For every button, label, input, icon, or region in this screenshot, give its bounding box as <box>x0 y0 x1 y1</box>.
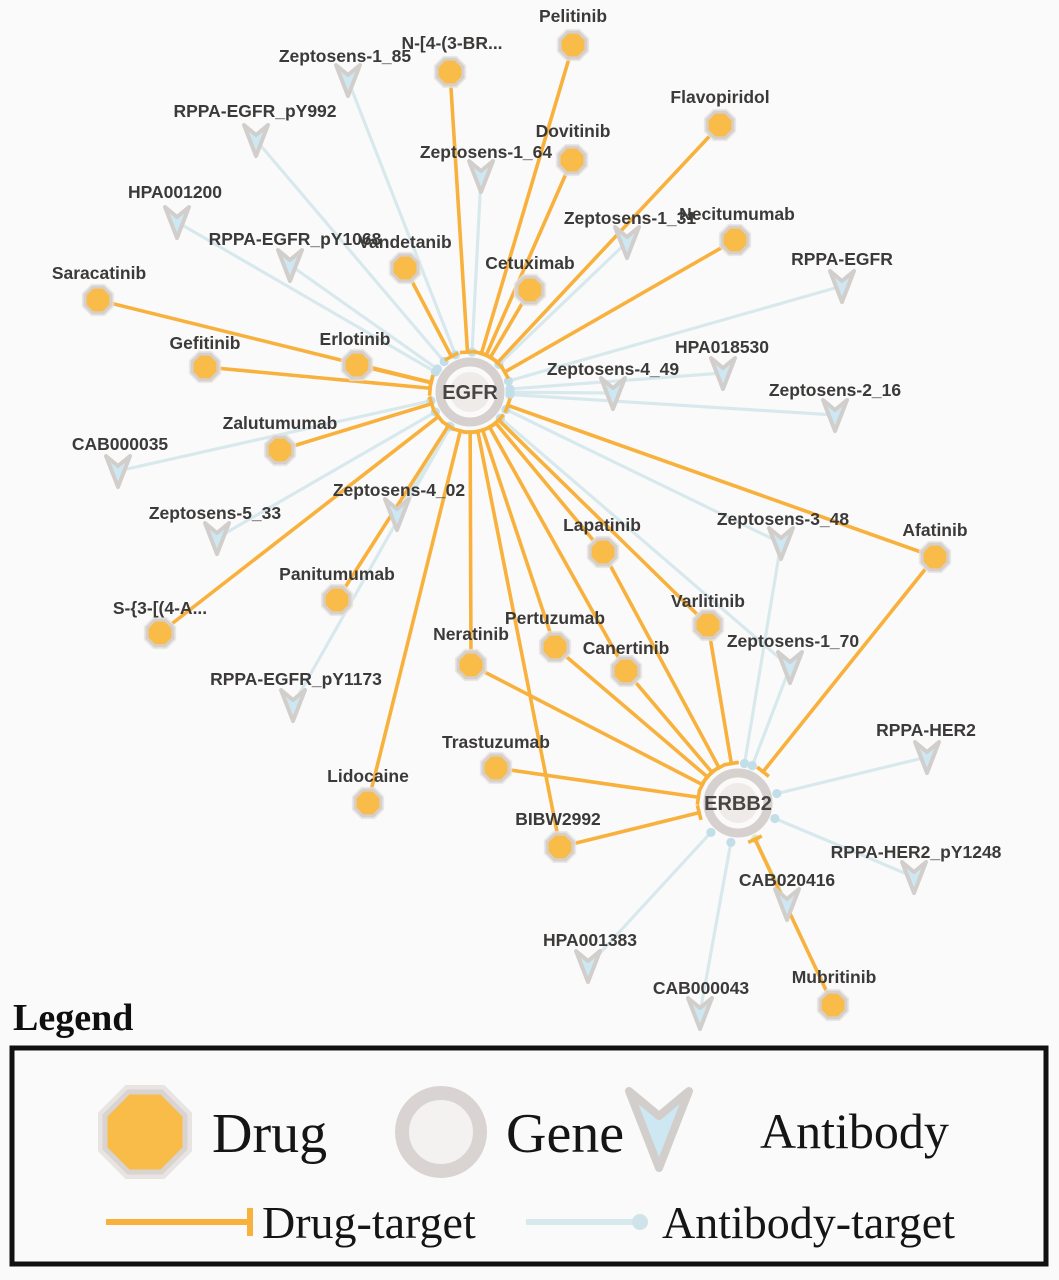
node-label-varlitinib: Varlitinib <box>671 591 745 611</box>
drug-octagon <box>695 612 721 638</box>
node-label-zeptosens-3-48: Zeptosens-3_48 <box>716 509 850 529</box>
dot-arrowhead <box>433 364 442 373</box>
drug-node-pelitinib[interactable] <box>557 29 589 61</box>
legend <box>12 997 1046 1264</box>
antibody-chevron <box>902 862 926 893</box>
drug-octagon <box>517 277 543 303</box>
node-label-zeptosens-1-64: Zeptosens-1_64 <box>419 142 553 162</box>
node-label-zeptosens-4-02: Zeptosens-4_02 <box>332 480 466 500</box>
node-label-cab020416: CAB020416 <box>738 870 836 890</box>
dot-arrowhead <box>770 814 779 823</box>
legend-drug-label: Drug <box>212 1103 328 1165</box>
drug-octagon <box>85 287 111 313</box>
drug-node-mubritinib[interactable] <box>817 989 849 1021</box>
drug-octagon <box>547 834 573 860</box>
node-label-saracatinib: Saracatinib <box>51 263 147 283</box>
node-label-zeptosens-1-85: Zeptosens-1_85 <box>278 46 412 66</box>
drug-node-dovitinib[interactable] <box>556 144 588 176</box>
node-label-necitumumab: Necitumumab <box>679 204 795 224</box>
antibody-chevron <box>278 250 302 281</box>
drug-octagon <box>147 620 173 646</box>
legend-antibody-label: Antibody <box>760 1103 949 1159</box>
drug-node-cetuximab[interactable] <box>514 274 546 306</box>
gene-label: ERBB2 <box>704 793 772 815</box>
node-label-rppa-her2: RPPA-HER2 <box>876 720 976 740</box>
drug-octagon <box>437 59 463 85</box>
node-label-flavopiridol: Flavopiridol <box>670 87 770 107</box>
antibody-node-zeptosens-1-64[interactable] <box>469 161 493 192</box>
antibody-chevron <box>830 271 854 302</box>
legend-gene-label: Gene <box>506 1103 625 1165</box>
drug-octagon <box>820 992 846 1018</box>
antibody-chevron <box>576 951 600 982</box>
antibody-node-zeptosens-1-70[interactable] <box>778 652 802 683</box>
node-label-bibw2992: BIBW2992 <box>515 809 601 829</box>
node-label-zeptosens-2-16: Zeptosens-2_16 <box>768 380 902 400</box>
tee-arrowhead <box>697 805 701 820</box>
drug-node-vandetanib[interactable] <box>389 252 421 284</box>
node-label-zeptosens-4-49: Zeptosens-4_49 <box>546 359 680 379</box>
drug-octagon <box>922 544 948 570</box>
drug-octagon <box>560 32 586 58</box>
drug-node-afatinib[interactable] <box>919 541 951 573</box>
legend-drug-target-label: Drug-target <box>262 1197 476 1248</box>
node-label-afatinib: Afatinib <box>902 520 968 540</box>
drug-octagon <box>192 354 218 380</box>
node-label-n-4-3-br: N-[4-(3-BR... <box>401 33 503 53</box>
antibody-node-zeptosens-1-31[interactable] <box>615 227 639 258</box>
antibody-chevron <box>165 207 189 238</box>
node-label-canertinib: Canertinib <box>582 638 670 658</box>
node-label-pelitinib: Pelitinib <box>538 6 608 26</box>
node-label-zeptosens-5-33: Zeptosens-5_33 <box>148 503 282 523</box>
node-label-pertuzumab: Pertuzumab <box>504 608 606 628</box>
antibody-chevron <box>769 528 793 559</box>
tee-arrowhead <box>460 352 475 353</box>
drug-octagon <box>355 790 381 816</box>
dot-arrowhead <box>505 390 514 399</box>
antibody-node-cab000035[interactable] <box>106 456 130 487</box>
drug-octagon <box>707 112 733 138</box>
drug-target-edge-gefitinib <box>205 367 430 388</box>
antibody-node-rppa-egfr-py1068[interactable] <box>278 250 302 281</box>
gene-node-egfr[interactable] <box>440 362 500 422</box>
node-label-rppa-egfr: RPPA-EGFR <box>791 249 893 269</box>
node-label-zeptosens-1-31: Zeptosens-1_31 <box>563 208 697 228</box>
antibody-chevron <box>778 652 802 683</box>
tee-arrowhead <box>429 375 432 390</box>
node-label-mubritinib: Mubritinib <box>791 967 877 987</box>
antibody-node-zeptosens-3-48[interactable] <box>769 528 793 559</box>
dot-arrowhead <box>726 838 735 847</box>
node-label-rppa-her2-py1248: RPPA-HER2_pY1248 <box>830 842 1002 862</box>
antibody-chevron <box>205 523 229 554</box>
node-label-hpa001200: HPA001200 <box>127 182 223 202</box>
node-label-vandetanib: Vandetanib <box>358 232 452 252</box>
drug-node-lidocaine[interactable] <box>352 787 384 819</box>
drug-node-trastuzumab[interactable] <box>480 752 512 784</box>
drug-octagon <box>613 658 639 684</box>
node-label-rppa-egfr-py1173: RPPA-EGFR_pY1173 <box>210 669 382 689</box>
node-label-lapatinib: Lapatinib <box>563 515 641 535</box>
antibody-chevron <box>615 227 639 258</box>
drug-node-canertinib[interactable] <box>610 655 642 687</box>
antibody-chevron <box>469 161 493 192</box>
antibody-node-rppa-her2-py1248[interactable] <box>902 862 926 893</box>
drug-target-edge-n-4-3-br <box>450 72 468 352</box>
drug-node-n-4-3-br[interactable] <box>434 56 466 88</box>
antibody-target-edge-zeptosens-4-49 <box>510 392 613 393</box>
node-label-gefitinib: Gefitinib <box>169 333 241 353</box>
drug-node-zalutumumab[interactable] <box>264 434 296 466</box>
node-label-trastuzumab: Trastuzumab <box>442 732 550 752</box>
dot-arrowhead <box>748 761 757 770</box>
tee-arrowhead <box>724 762 739 764</box>
antibody-chevron <box>281 690 305 721</box>
legend-antibody-target-label: Antibody-target <box>662 1197 955 1248</box>
dot-arrowhead <box>706 828 715 837</box>
drug-node-panitumumab[interactable] <box>321 584 353 616</box>
gene-node-erbb2[interactable] <box>704 773 772 833</box>
drug-octagon <box>344 352 370 378</box>
drug-node-erlotinib[interactable] <box>341 349 373 381</box>
antibody-chevron <box>775 889 799 920</box>
antibody-chevron <box>688 998 712 1029</box>
drug-node-bibw2992[interactable] <box>544 831 576 863</box>
node-label-neratinib: Neratinib <box>433 624 509 644</box>
dot-arrowhead <box>740 759 749 768</box>
drug-octagon <box>722 227 748 253</box>
antibody-target-edge-rppa-her2 <box>777 757 927 794</box>
node-label-s-3-4-a: S-{3-[(4-A... <box>112 598 208 618</box>
drug-node-pertuzumab[interactable] <box>539 631 571 663</box>
node-label-panitumumab: Panitumumab <box>279 564 395 584</box>
antibody-node-rppa-egfr-py1173[interactable] <box>281 690 305 721</box>
node-label-erlotinib: Erlotinib <box>319 329 391 349</box>
gene-label: EGFR <box>442 382 498 404</box>
drug-octagon <box>392 255 418 281</box>
drug-octagon <box>590 539 616 565</box>
gene-circle-icon <box>402 1093 480 1171</box>
antibody-node-zeptosens-5-33[interactable] <box>205 523 229 554</box>
antibody-chevron <box>336 65 360 96</box>
drug-octagon <box>267 437 293 463</box>
dot-arrowhead <box>772 789 781 798</box>
drug-node-lapatinib[interactable] <box>587 536 619 568</box>
drug-node-varlitinib[interactable] <box>692 609 724 641</box>
node-label-zalutumumab: Zalutumumab <box>222 413 338 433</box>
node-labels-layer <box>52 6 1002 998</box>
drug-target-edge-trastuzumab <box>496 768 698 797</box>
node-label-lidocaine: Lidocaine <box>327 766 409 786</box>
antibody-node-zeptosens-1-85[interactable] <box>336 65 360 96</box>
node-label-rppa-egfr-py992: RPPA-EGFR_pY992 <box>173 101 337 121</box>
antibody-node-cab000043[interactable] <box>688 998 712 1029</box>
drug-node-s-3-4-a[interactable] <box>144 617 176 649</box>
antibody-node-rppa-egfr[interactable] <box>830 271 854 302</box>
antibody-chevron <box>106 456 130 487</box>
antibody-node-hpa001200[interactable] <box>165 207 189 238</box>
node-label-dovitinib: Dovitinib <box>535 121 611 141</box>
drug-octagon <box>458 652 484 678</box>
node-label-cab000043: CAB000043 <box>652 978 750 998</box>
drug-octagon <box>559 147 585 173</box>
drug-node-necitumumab[interactable] <box>719 224 751 256</box>
node-label-hpa001383: HPA001383 <box>542 930 638 950</box>
node-label-cetuximab: Cetuximab <box>485 253 575 273</box>
drug-node-flavopiridol[interactable] <box>704 109 736 141</box>
drug-target-edge-canertinib <box>626 671 712 772</box>
drug-octagon <box>324 587 350 613</box>
drug-octagon <box>542 634 568 660</box>
antibody-node-cab020416[interactable] <box>775 889 799 920</box>
drug-octagon-icon <box>98 1085 192 1179</box>
node-label-rppa-egfr-py1068: RPPA-EGFR_pY1068 <box>208 229 382 249</box>
drug-node-neratinib[interactable] <box>455 649 487 681</box>
antibody-node-hpa001383[interactable] <box>576 951 600 982</box>
drug-node-gefitinib[interactable] <box>189 351 221 383</box>
legend-title: Legend <box>13 997 134 1039</box>
drug-octagon <box>483 755 509 781</box>
node-label-zeptosens-1-70: Zeptosens-1_70 <box>726 631 860 651</box>
drug-node-saracatinib[interactable] <box>82 284 114 316</box>
antibody-target-edge-zeptosens-1-64 <box>472 176 481 352</box>
tee-arrowhead <box>697 790 699 805</box>
node-label-cab000035: CAB000035 <box>71 434 169 454</box>
node-label-hpa018530: HPA018530 <box>674 337 770 357</box>
